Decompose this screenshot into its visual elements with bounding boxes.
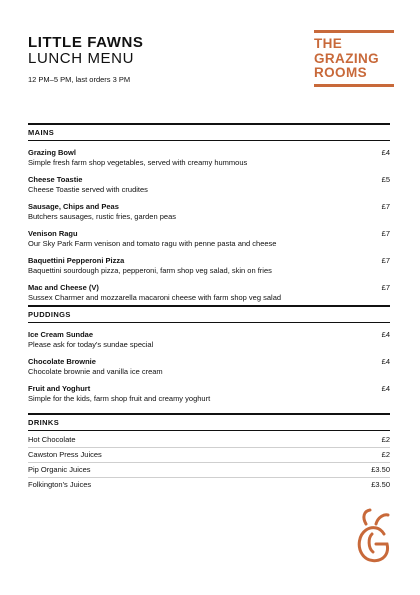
menu-header bbox=[28, 34, 144, 84]
menu-item bbox=[28, 148, 390, 168]
menu-item bbox=[28, 283, 390, 303]
menu-item bbox=[28, 229, 390, 249]
item-price: £4 bbox=[381, 357, 390, 366]
item-description: Our Sky Park Farm venison and tomato ragu with penne pasta and cheese bbox=[28, 239, 277, 248]
drink-price: £3.50 bbox=[371, 480, 390, 489]
item-price: £7 bbox=[381, 229, 390, 238]
section-heading: DRINKS bbox=[28, 415, 390, 431]
menu-item bbox=[28, 330, 390, 350]
puddings-section bbox=[28, 305, 390, 404]
drinks-section bbox=[28, 413, 390, 492]
item-description: Cheese Toastie served with crudites bbox=[28, 185, 148, 194]
venue-title: LITTLE FAWNS bbox=[28, 34, 144, 51]
item-name: Ice Cream Sundae bbox=[28, 330, 94, 339]
drink-name: Pip Organic Juices bbox=[28, 465, 91, 474]
drink-row bbox=[28, 433, 390, 448]
drink-name: Cawston Press Juices bbox=[28, 450, 102, 459]
item-description: Sussex Charmer and mozzarella macaroni cheese with farm shop veg salad bbox=[28, 293, 282, 302]
drink-name: Hot Chocolate bbox=[28, 435, 76, 444]
drink-row bbox=[28, 478, 390, 492]
item-description: Chocolate brownie and vanilla ice cream bbox=[28, 367, 163, 376]
drink-row bbox=[28, 463, 390, 478]
item-name: Cheese Toastie bbox=[28, 175, 83, 184]
menu-subtitle: LUNCH MENU bbox=[28, 50, 135, 67]
grazing-rooms-emblem-icon bbox=[352, 508, 394, 568]
menu-item bbox=[28, 256, 390, 276]
item-price: £4 bbox=[381, 384, 390, 393]
item-price: £7 bbox=[381, 256, 390, 265]
menu-item bbox=[28, 384, 390, 404]
grazing-rooms-logo bbox=[314, 30, 394, 87]
menu-item bbox=[28, 357, 390, 377]
item-name: Baquettini Pepperoni Pizza bbox=[28, 256, 125, 265]
item-name: Fruit and Yoghurt bbox=[28, 384, 91, 393]
item-description: Please ask for today's sundae special bbox=[28, 340, 154, 349]
menu-item bbox=[28, 175, 390, 195]
item-description: Simple for the kids, farm shop fruit and creamy yoghurt bbox=[28, 394, 211, 403]
item-price: £4 bbox=[381, 148, 390, 157]
item-name: Grazing Bowl bbox=[28, 148, 76, 157]
item-description: Butchers sausages, rustic fries, garden peas bbox=[28, 212, 176, 221]
item-name: Sausage, Chips and Peas bbox=[28, 202, 119, 211]
opening-hours: 12 PM–5 PM, last orders 3 PM bbox=[28, 75, 131, 84]
drink-price: £3.50 bbox=[371, 465, 390, 474]
logo-bottom-bar bbox=[314, 84, 394, 87]
item-price: £4 bbox=[381, 330, 390, 339]
logo-text bbox=[314, 33, 394, 84]
drink-price: £2 bbox=[381, 450, 390, 459]
menu-item bbox=[28, 202, 390, 222]
item-price: £7 bbox=[381, 283, 390, 292]
item-price: £7 bbox=[381, 202, 390, 211]
item-name: Venison Ragu bbox=[28, 229, 78, 238]
item-name: Mac and Cheese (V) bbox=[28, 283, 99, 292]
drink-price: £2 bbox=[381, 435, 390, 444]
logo-line: ROOMS bbox=[314, 65, 368, 80]
mains-section bbox=[28, 123, 390, 303]
drink-name: Folkington's Juices bbox=[28, 480, 92, 489]
drink-row bbox=[28, 448, 390, 463]
section-heading: PUDDINGS bbox=[28, 307, 390, 323]
logo-line: GRAZING bbox=[314, 50, 380, 66]
item-description: Baquettini sourdough pizza, pepperoni, farm shop veg salad, skin on fries bbox=[28, 266, 272, 275]
logo-line: THE bbox=[314, 36, 343, 51]
item-price: £5 bbox=[381, 175, 390, 184]
item-description: Simple fresh farm shop vegetables, served with creamy hummous bbox=[28, 158, 248, 167]
drinks-list bbox=[28, 433, 390, 492]
section-heading: MAINS bbox=[28, 125, 390, 141]
item-name: Chocolate Brownie bbox=[28, 357, 96, 366]
